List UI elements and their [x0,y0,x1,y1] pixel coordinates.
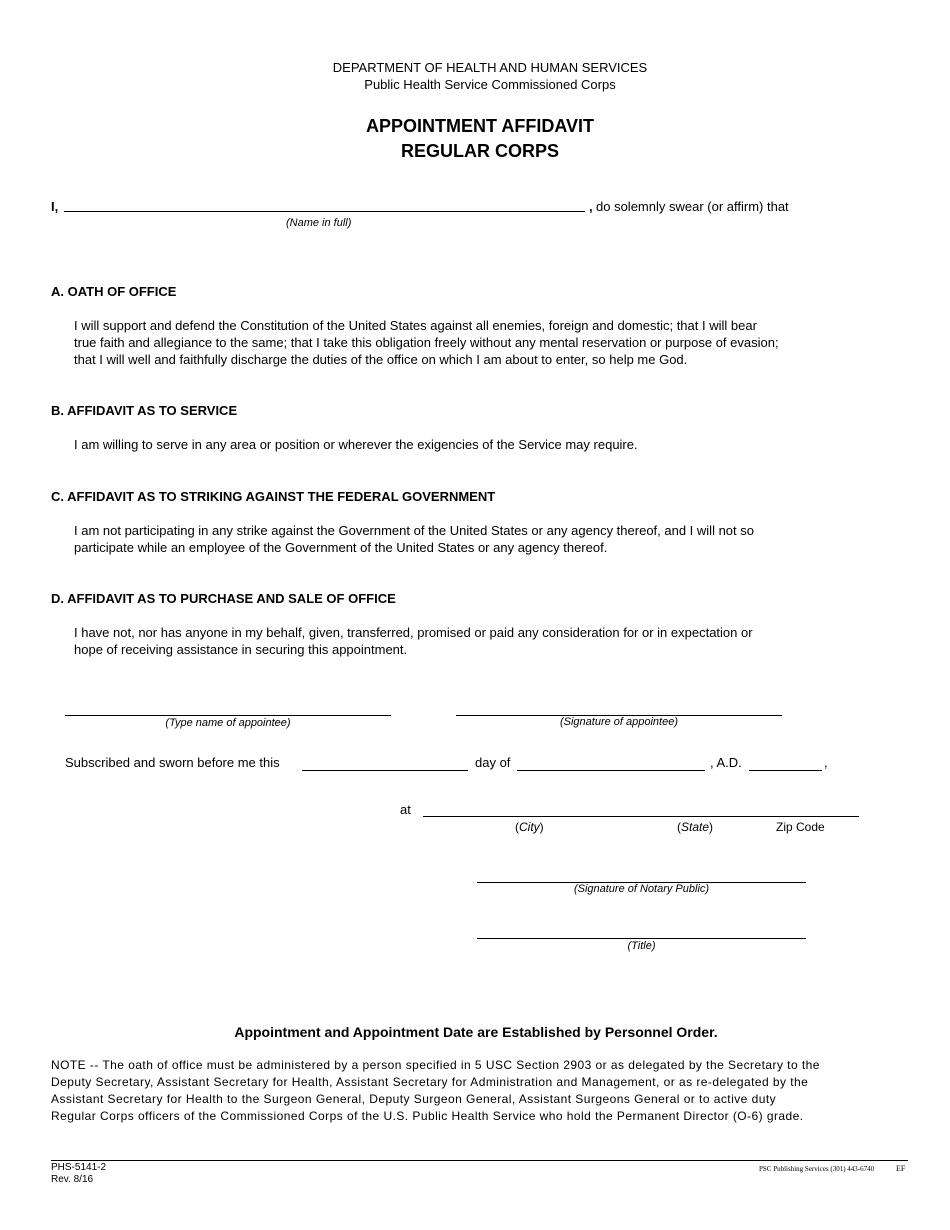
section-d-line: I have not, nor has anyone in my behalf, given, transferred, promised or paid any consideration for or in expectation or [74,625,753,640]
type-name-caption: (Type name of appointee) [165,717,291,729]
notary-caption: (Signature of Notary Public) [573,883,710,895]
sworn-prefix: Subscribed and sworn before me this [65,755,280,770]
signature-caption: (Signature of appointee) [559,716,679,728]
section-c-heading: C. AFFIDAVIT AS TO STRIKING AGAINST THE FEDERAL GOVERNMENT [51,489,496,504]
section-b-line: I am willing to serve in any area or position or wherever the exigencies of the Service may require. [74,437,638,452]
section-a-heading: A. OATH OF OFFICE [51,284,177,299]
section-a-line: true faith and allegiance to the same; that I take this obligation freely without any mental reservation or purpose of evasion; [74,335,779,350]
form-revision: Rev. 8/16 [51,1174,94,1185]
name-caption: (Name in full) [286,217,352,229]
ad-label: , A.D. [710,755,742,770]
sworn-month-field[interactable] [517,770,705,771]
section-a-line: I will support and defend the Constitution of the United States against all enemies, foreign and domestic; that I will bear [74,318,757,333]
form-title: APPOINTMENT AFFIDAVIT [366,116,594,136]
section-d-line: hope of receiving assistance in securing this appointment. [74,642,408,657]
footer-rule [51,1160,908,1161]
oath-prefix: I, [51,199,59,214]
city-caption: (City) [515,820,544,834]
zip-caption: Zip Code [776,820,825,834]
established-statement: Appointment and Appointment Date are Established by Personnel Order. [234,1024,718,1040]
day-of-label: day of [475,755,511,770]
note-line: NOTE -- The oath of office must be administered by a person specified in 5 USC Section 2903 or as delegated by the Secretary to the [51,1058,820,1072]
at-label: at [400,802,411,817]
form-subtitle: REGULAR CORPS [400,141,559,161]
section-c-line: I am not participating in any strike against the Government of the United States or any agency thereof, and I will not so [74,523,754,538]
section-b-heading: B. AFFIDAVIT AS TO SERVICE [51,403,238,418]
note-line: Deputy Secretary, Assistant Secretary for Health, Assistant Secretary for Administration and Management, or as re-delegated by the [51,1075,809,1089]
publisher-info: PSC Publishing Services (301) 443-6740 [759,1165,875,1173]
location-field[interactable] [423,816,859,817]
agency-name: Public Health Service Commissioned Corps [364,77,616,92]
form-code: EF [896,1164,906,1173]
note-line: Assistant Secretary for Health to the Surgeon General, Deputy Surgeon General, Assistant Surgeons General or to active duty [51,1092,777,1106]
title-caption: (Title) [627,940,656,952]
sworn-day-field[interactable] [302,770,468,771]
form-number: PHS-5141-2 [51,1162,107,1173]
note-line: Regular Corps officers of the Commissioned Corps of the U.S. Public Health Service who hold the Permanent Director (O-6) grade. [51,1109,804,1123]
state-caption: (State) [677,820,714,834]
section-c-line: participate while an employee of the Government of the United States or any agency thereof. [74,540,608,555]
sworn-year-field[interactable] [749,770,822,771]
trailing-comma: , [824,755,828,770]
section-d-heading: D. AFFIDAVIT AS TO PURCHASE AND SALE OF OFFICE [51,591,396,606]
section-a-line: that I will well and faithfully discharge the duties of the office on which I am about to enter, so help me God. [74,352,688,367]
department-name: DEPARTMENT OF HEALTH AND HUMAN SERVICES [332,60,648,75]
oath-comma: , [589,199,593,214]
oath-suffix: do solemnly swear (or affirm) that [596,199,789,214]
name-in-full-field[interactable] [64,211,585,212]
